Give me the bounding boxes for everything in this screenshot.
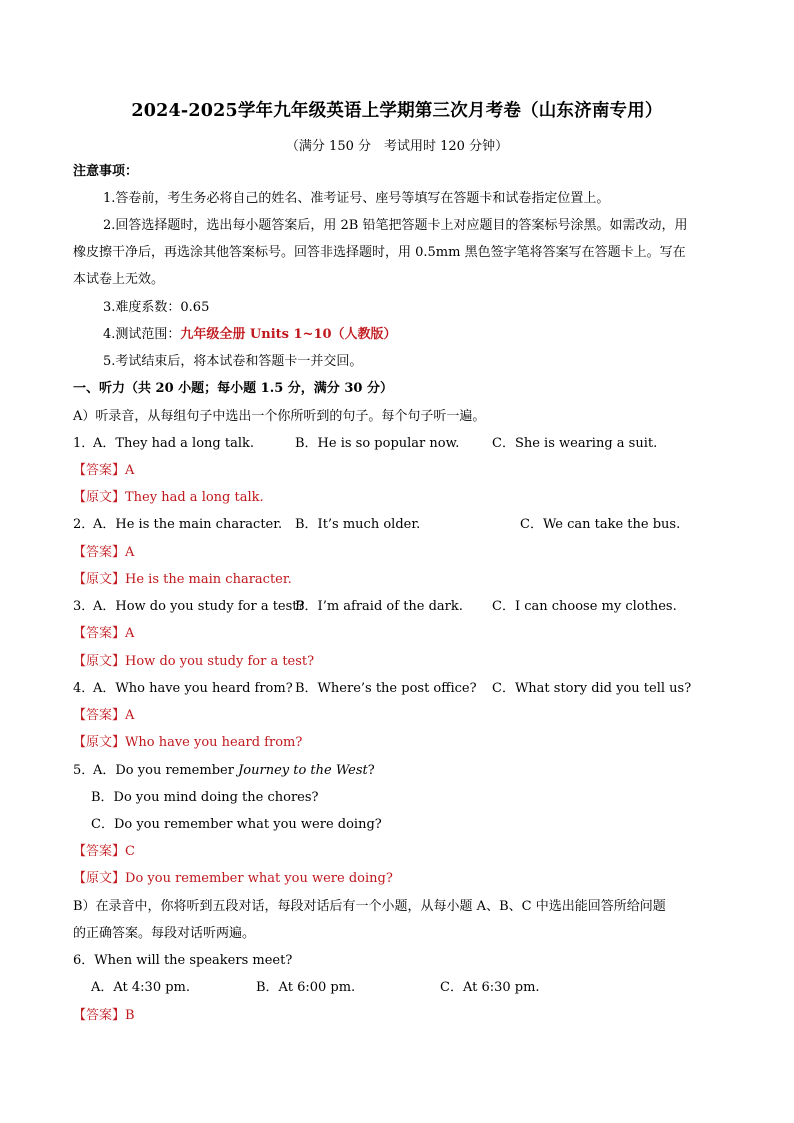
- question-4-script: [73, 733, 302, 753]
- script-label: 【原文】: [73, 735, 126, 750]
- answer-label: 【答案】: [73, 626, 126, 641]
- question-6: [73, 951, 292, 971]
- question-6-answer: [73, 1006, 135, 1026]
- notice-heading: 注意事项：: [73, 164, 139, 179]
- question-4-number: 4．: [73, 681, 95, 696]
- question-6-number: 6．: [73, 953, 95, 968]
- question-1-answer: [73, 461, 134, 481]
- script-text: Do you remember what you were doing?: [125, 871, 393, 886]
- answer-label: 【答案】: [73, 1008, 126, 1023]
- question-5-number: 5．: [73, 763, 95, 778]
- answer-value: C: [125, 844, 135, 859]
- question-2-option-b: B．It’s much older.: [295, 517, 421, 532]
- note-4-prefix: 4.测试范围：: [103, 327, 181, 342]
- answer-value: B: [125, 1008, 135, 1023]
- question-3-option-c: C．I can choose my clothes.: [492, 599, 677, 614]
- question-1-option-c: C．She is wearing a suit.: [492, 436, 658, 451]
- answer-label: 【答案】: [73, 844, 126, 859]
- answer-label: 【答案】: [73, 463, 126, 478]
- question-4-option-c: C．What story did you tell us?: [492, 681, 692, 696]
- note-1: 1.答卷前，考生务必将自己的姓名、准考证号、座号等填写在答题卡和试卷指定位置上。: [103, 191, 610, 206]
- answer-value: A: [125, 545, 135, 560]
- question-3-answer: [73, 624, 134, 644]
- question-4-answer: [73, 706, 134, 726]
- question-5-option-b: B．Do you mind doing the chores?: [91, 790, 319, 805]
- question-6-option-c: C．At 6:30 pm.: [440, 980, 540, 995]
- note-4: [103, 325, 397, 345]
- section-1-heading: 一、听力（共 20 小题；每小题 1.5 分，满分 30 分）: [73, 381, 393, 396]
- part-a-instructions: A）听录音，从每组句子中选出一个你所听到的句子。每个句子听一遍。: [73, 409, 486, 424]
- question-4-option-a: A．Who have you heard from?: [93, 681, 293, 696]
- question-6-text: When will the speakers meet?: [94, 953, 293, 968]
- question-2-option-c: C．We can take the bus.: [520, 517, 681, 532]
- script-label: 【原文】: [73, 871, 126, 886]
- script-label: 【原文】: [73, 572, 126, 587]
- page-title: 2024-2025学年九年级英语上学期第三次月考卷（山东济南专用）: [131, 101, 663, 121]
- question-3-option-b: B．I’m afraid of the dark.: [295, 599, 463, 614]
- question-2-answer: [73, 543, 134, 563]
- question-1-option-a: A．They had a long talk.: [93, 436, 255, 451]
- option-a-prefix: A．Do you remember: [93, 763, 239, 778]
- script-text: How do you study for a test?: [125, 654, 315, 669]
- question-1-option-b: B．He is so popular now.: [295, 436, 460, 451]
- question-6-option-a: A．At 4:30 pm.: [91, 980, 191, 995]
- script-text: Who have you heard from?: [125, 735, 303, 750]
- answer-value: A: [125, 626, 135, 641]
- option-a-suffix: ?: [367, 763, 375, 778]
- note-2-cont: 橡皮擦干净后，再选涂其他答案标号。回答非选择题时，用 0.5mm 黑色签字笔将答案写在答题卡上。写在: [73, 245, 686, 260]
- answer-value: A: [125, 463, 135, 478]
- note-2: 2.回答选择题时，选出每小题答案后，用 2B 铅笔把答题卡上对应题目的答案标号涂黑。如需改动，用: [103, 218, 688, 233]
- part-b-instructions-cont: 的正确答案。每段对话听两遍。: [73, 926, 256, 941]
- question-5-option-c: C．Do you remember what you were doing?: [91, 817, 382, 832]
- question-6-option-b: B．At 6:00 pm.: [256, 980, 356, 995]
- question-5-answer: [73, 842, 135, 862]
- note-5: 5.考试结束后，将本试卷和答题卡一并交回。: [103, 354, 363, 369]
- script-label: 【原文】: [73, 654, 126, 669]
- question-5-script: [73, 869, 393, 889]
- answer-label: 【答案】: [73, 708, 126, 723]
- question-2-number: 2．: [73, 517, 95, 532]
- question-3-number: 3．: [73, 599, 95, 614]
- part-b-instructions: B）在录音中，你将听到五段对话，每段对话后有一个小题，从每小题 A、B、C 中选出能回答所给问题: [73, 899, 666, 914]
- page-subtitle: （满分 150 分 考试用时 120 分钟）: [285, 139, 509, 154]
- question-2-option-a: A．He is the main character.: [93, 517, 283, 532]
- question-3-script: [73, 652, 314, 672]
- answer-value: A: [125, 708, 135, 723]
- question-1-script: [73, 488, 264, 508]
- question-4-option-b: B．Where’s the post office?: [295, 681, 477, 696]
- question-2-script: [73, 570, 292, 590]
- option-a-title: Journey to the West: [238, 763, 368, 778]
- script-text: They had a long talk.: [125, 490, 264, 505]
- note-3: 3.难度系数：0.65: [103, 300, 210, 315]
- note-2-end: 本试卷上无效。: [73, 272, 165, 287]
- note-4-scope: 九年级全册 Units 1~10（人教版）: [180, 327, 397, 342]
- question-5-option-a: [93, 761, 375, 781]
- question-3-option-a: A．How do you study for a test?: [93, 599, 305, 614]
- script-label: 【原文】: [73, 490, 126, 505]
- answer-label: 【答案】: [73, 545, 126, 560]
- question-1-number: 1．: [73, 436, 95, 451]
- script-text: He is the main character.: [125, 572, 292, 587]
